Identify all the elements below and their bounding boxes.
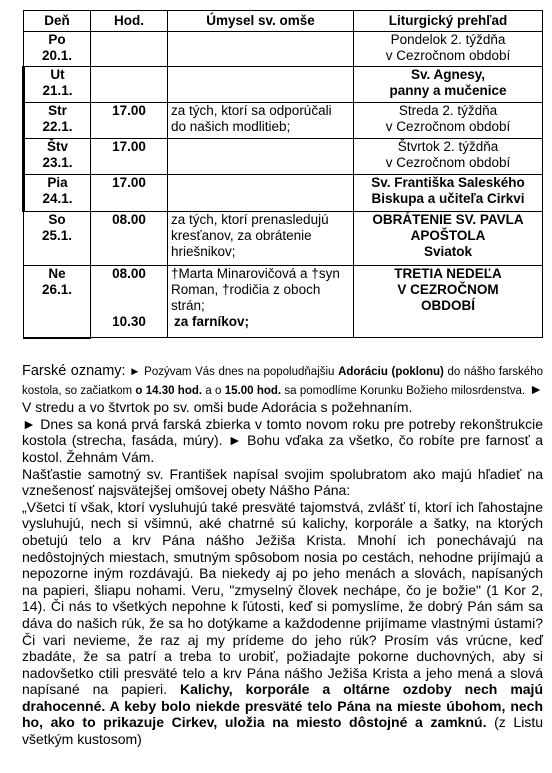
quote-paragraph	[22, 499, 543, 748]
liturgy-line: TRETIA NEDEĽA	[394, 266, 502, 281]
intention-cell	[168, 32, 354, 67]
liturgy-line: Streda 2. týždňa	[398, 103, 498, 118]
day-cell	[24, 103, 91, 139]
day-name: So	[48, 212, 66, 227]
time-value: 08.00	[112, 266, 146, 281]
time-cell: 17.00	[91, 103, 168, 139]
intention-cell: za tých, ktorí sa odporúčali do našich modlitieb;	[168, 103, 354, 139]
announcement-paragraph	[22, 362, 543, 416]
announcement-text: do nášho farského kostola, so začiatkom	[22, 366, 543, 397]
quote-text-bold: Kalichy, korporále a oltárne ozdoby nech majú drahocenné. A keby bolo niekde presväté telo Pána na mieste úbohom, nech ho, ako to prikazuje Cirkev, uložia na miesto dôstojné a zamknú.	[22, 681, 543, 731]
intention-cell	[168, 67, 354, 103]
liturgy-cell	[354, 266, 543, 338]
liturgy-cell	[354, 212, 543, 266]
announcement-text: sa pomodlíme Korunku Božieho milosrdenstva.	[281, 384, 526, 397]
announcements-label: Farské oznamy:	[22, 363, 126, 379]
table-row	[24, 266, 543, 338]
announcement-text: a o	[202, 384, 225, 397]
liturgy-cell	[354, 139, 543, 175]
liturgy-line: Sv. Agnesy,	[410, 67, 486, 82]
day-date: 23.1.	[42, 155, 73, 170]
time-value: 10.30	[112, 314, 146, 329]
liturgy-line: Biskupa a učiteľa Cirkvi	[371, 191, 525, 206]
liturgy-line: v Cezročnom období	[385, 119, 511, 134]
day-cell	[24, 266, 91, 338]
liturgy-line: v Cezročnom období	[385, 48, 511, 63]
day-name: Ut	[50, 67, 65, 82]
day-name: Str	[48, 103, 67, 118]
intention-cell	[168, 139, 354, 175]
day-name: Po	[48, 32, 66, 47]
announcement-text: ► V stredu a vo štvrtok po sv. omši bude Adorácia s požehnaním.	[22, 380, 543, 416]
intention-text: †Marta Minarovičová a †syn Roman, †rodičia z oboch strán;	[171, 266, 340, 313]
day-cell	[24, 139, 91, 175]
announcement-text: o 14.30 hod.	[135, 384, 203, 397]
intention-cell	[168, 266, 354, 338]
mass-schedule-table	[22, 10, 543, 339]
time-cell	[91, 67, 168, 103]
header-liturgy: Liturgický prehľad	[354, 11, 543, 32]
intention-cell: za tých, ktorí prenasledujú kresťanov, za obrátenie hriešnikov;	[168, 212, 354, 266]
liturgy-line: panny a mučenice	[389, 83, 507, 98]
day-cell	[24, 67, 91, 103]
day-cell	[24, 175, 91, 212]
table-row	[24, 175, 543, 212]
liturgy-line: Sviatok	[423, 244, 473, 259]
announcement-text: 15.00 hod.	[224, 384, 282, 397]
time-cell: 17.00	[91, 175, 168, 212]
announcement-paragraph: ► Dnes sa koná prvá farská zbierka v tomto novom roku pre potreby rekonštrukcie kostola (strecha, fasáda, múry). ► Bohu vďaka za všetko, čo robíte pre farnosť a kostol. Žehnám Vám.	[22, 415, 543, 465]
table-row	[24, 67, 543, 103]
day-name: Pia	[47, 175, 68, 190]
table-header-row	[24, 11, 543, 32]
intention-text: za farníkov;	[174, 314, 250, 329]
day-cell	[24, 212, 91, 266]
day-cell	[24, 32, 91, 67]
liturgy-cell	[354, 103, 543, 139]
table-row	[24, 103, 543, 139]
table-row	[24, 139, 543, 175]
time-cell	[91, 32, 168, 67]
header-intention: Úmysel sv. omše	[168, 11, 354, 32]
day-name: Ne	[48, 266, 66, 281]
day-date: 21.1.	[42, 83, 73, 98]
liturgy-line: APOŠTOLA	[410, 228, 486, 243]
time-cell: 17.00	[91, 139, 168, 175]
parish-announcements	[22, 362, 543, 748]
quote-source: (z Listu všetkým kustosom)	[22, 714, 543, 748]
liturgy-line: OBRÁTENIE SV. PAVLA	[372, 212, 524, 227]
liturgy-line: Pondelok 2. týždňa	[390, 32, 506, 47]
announcement-text: Adoráciu (poklonu)	[338, 366, 444, 378]
day-date: 26.1.	[41, 282, 73, 297]
liturgy-cell	[354, 67, 543, 103]
header-hour: Hod.	[91, 11, 168, 32]
liturgy-line: V CEZROČNOM	[397, 282, 499, 297]
announcement-text: ► Pozývam Vás dnes na popoludňajšiu	[125, 366, 339, 378]
day-date: 20.1.	[41, 48, 73, 63]
liturgy-line: OBDOBÍ	[421, 298, 475, 313]
liturgy-line: v Cezročnom období	[385, 155, 511, 170]
quote-text: „Všetci tí však, ktorí vysluhujú také presväté tajomstvá, zvlášť tí, ktorí ich ľahostajne vysluhujú, nech si všimnú, aké chatrné sú kalichy, korporále a šatky, na ktorých obetujú telo a krv Pána nášho Ježiša Krista. Mnohí ich ponechávajú na nedôstojných miestach, smutným spôsobom nosia po cestách, nehodne prijímajú a nepozorne iným rozdávajú. Ba niekedy aj po jeho menách a slovách, napísaných na papieri, šliapu nohami. Veru, "zmyselný človek nechápe, čo je božie" (1 Kor 2, 14). Či nás to všetkých nepohne k ľútosti, keď si pomyslíme, že dobrý Pán sám sa dáva do našich rúk, že sa ho dotýkame a každodenne prijímame vlastnými ústami? Či vari nevieme, že raz aj my prídeme do jeho rúk? Prosím vás vrúcne, keď zbadáte, že sa patrí a treba to urobiť, požiadajte pokorne duchovných, aby si nadovšetko ctili presväté telo a krv Pána nášho Ježiša Krista a jeho mená a slová napísané na papieri.	[22, 498, 543, 698]
header-day: Deň	[24, 11, 91, 32]
day-date: 24.1.	[42, 191, 73, 206]
day-date: 25.1.	[41, 228, 73, 243]
liturgy-line: Sv. Františka Saleského	[371, 175, 525, 190]
liturgy-cell	[354, 175, 543, 212]
time-cell: 08.00	[91, 212, 168, 266]
announcement-paragraph: Našťastie samotný sv. František napísal svojim spolubratom ako majú hľadieť na vznešenosť najsvätejšej omšovej obety Nášho Pána:	[22, 465, 543, 499]
table-row	[24, 212, 543, 266]
liturgy-line: Štvrtok 2. týždňa	[397, 139, 499, 154]
liturgy-cell	[354, 32, 543, 67]
day-name: Štv	[46, 139, 68, 154]
time-cell	[91, 266, 168, 338]
intention-cell	[168, 175, 354, 212]
day-date: 22.1.	[42, 119, 73, 134]
table-row	[24, 32, 543, 67]
